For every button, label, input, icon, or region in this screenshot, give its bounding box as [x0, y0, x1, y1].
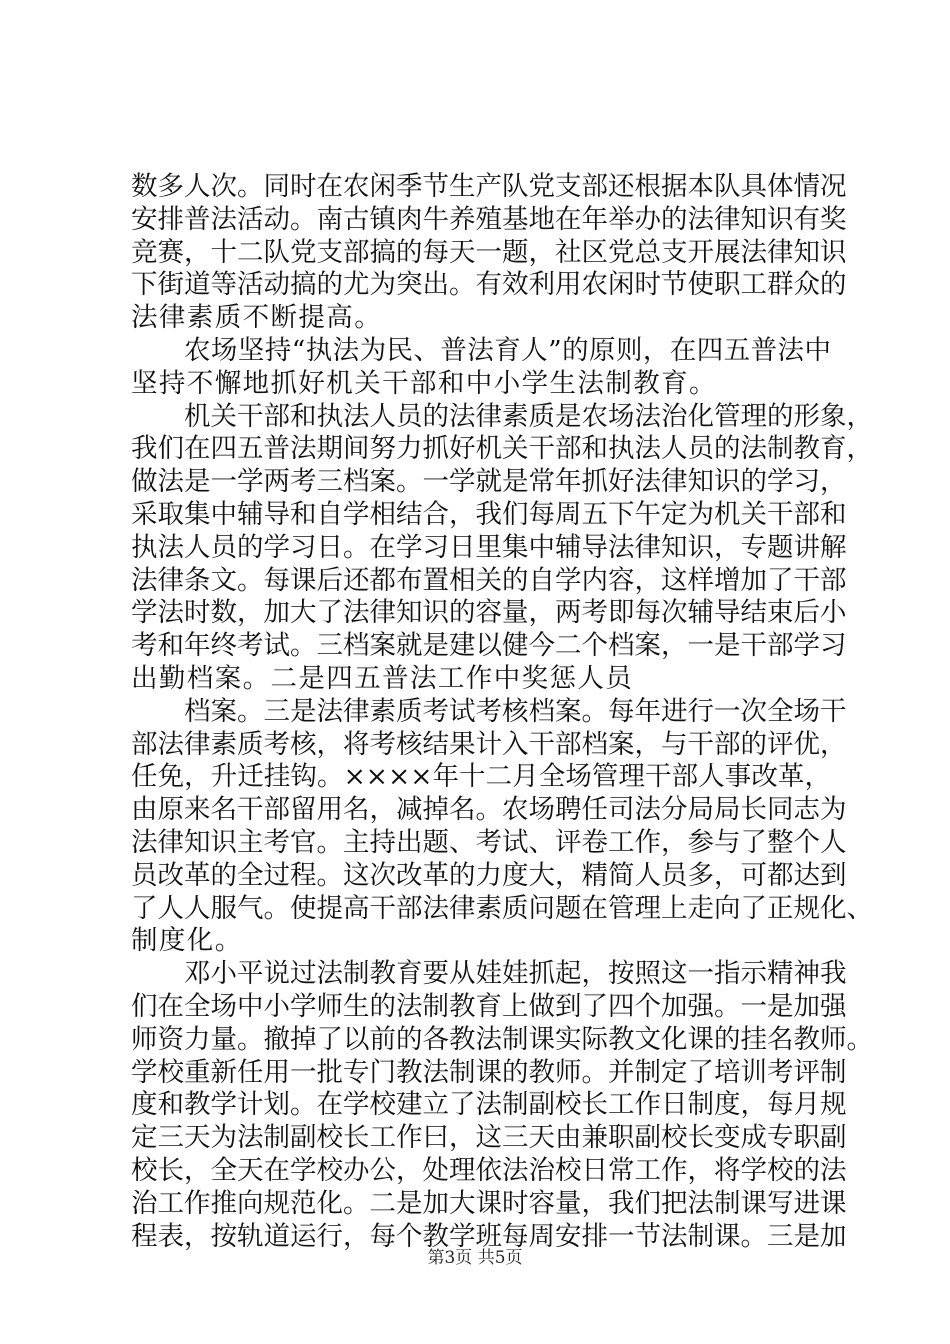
text-line: 出勤档案。二是四五普法工作中奖惩人员 — [131, 662, 634, 694]
text-line: 由原来名干部留用名，减掉名。农场聘任司法分局局长同志为 — [131, 794, 847, 826]
text-line: 坚持不懈地抓好机关干部和中小学生法制教育。 — [131, 367, 717, 399]
text-line: 邓小平说过法制教育要从娃娃抓起，按照这一指示精神我 — [184, 958, 847, 990]
text-line: 师资力量。撤掉了以前的各教法制课实际教文化课的挂名教师。 — [131, 1023, 873, 1055]
text-line: 档案。三是法律素质考试考核档案。每年进行一次全场干 — [184, 695, 847, 727]
text-line: 采取集中辅导和自学相结合，我们每周五下午定为机关干部和 — [131, 498, 847, 530]
text-line: 法律素质不断提高。 — [131, 302, 383, 334]
page-footer: 第3页 共5页 — [427, 1248, 523, 1268]
text-line: 数多人次。同时在农闲季节生产队党支部还根据本队具体情况 — [131, 171, 847, 202]
text-line: 农场坚持“执法为民、普法育人”的原则，在四五普法中 — [184, 334, 831, 366]
text-line: 安排普法活动。南古镇肉牛养殖基地在年举办的法律知识有奖 — [131, 203, 847, 235]
text-line: 考和年终考试。三档案就是建以健今二个档案，一是干部学习 — [131, 630, 847, 662]
text-line: 员改革的全过程。这次改革的力度大，精简人员多，可都达到 — [131, 859, 847, 891]
text-line: 任免，升迁挂钩。××××年十二月全场管理干部人事改革， — [131, 761, 831, 793]
text-line: 我们在四五普法期间努力抓好机关干部和执法人员的法制教育， — [131, 433, 873, 465]
text-line: 下街道等活动搞的尤为突出。有效利用农闲时节使职工群众的 — [131, 269, 847, 301]
text-line: 法律条文。每课后还都布置相关的自学内容，这样增加了干部 — [131, 564, 847, 596]
text-line: 程表，按轨道运行，每个教学班每周安排一节法制课。三是加 — [131, 1220, 847, 1252]
text-line: 部法律素质考核，将考核结果计入干部档案，与干部的评优， — [131, 728, 847, 760]
text-line: 竞赛，十二队党支部搞的每天一题，社区党总支开展法律知识 — [131, 236, 847, 268]
text-line: 定三天为法制副校长工作曰，这三天由兼职副校长变成专职副 — [131, 1122, 847, 1154]
text-line: 学校重新任用一批专门教法制课的教师。并制定了培训考评制 — [131, 1056, 847, 1088]
text-line: 学法时数，加大了法律知识的容量，两考即每次辅导结束后小 — [131, 597, 847, 629]
text-line: 执法人员的学习日。在学习日里集中辅导法律知识，专题讲解 — [131, 531, 847, 563]
text-line: 治工作推向规范化。二是加大课时容量，我们把法制课写进课 — [131, 1187, 847, 1219]
text-line: 们在全场中小学师生的法制教育上做到了四个加强。一是加强 — [131, 990, 847, 1022]
text-line: 做法是一学两考三档案。一学就是常年抓好法律知识的学习， — [131, 466, 847, 498]
text-line: 度和教学计划。在学校建立了法制副校长工作日制度，每月规 — [131, 1089, 847, 1121]
text-line: 机关干部和执法人员的法律素质是农场法治化管理的形象， — [184, 400, 873, 432]
text-line: 了人人服气。使提高干部法律素质问题在管理上走向了正规化、 — [131, 892, 873, 924]
text-line: 校长，全天在学校办公，处理依法治校日常工作，将学校的法 — [131, 1154, 847, 1186]
text-line: 法律知识主考官。主持出题、考试、评卷工作，参与了整个人 — [131, 826, 847, 858]
text-line: 制度化。 — [131, 925, 243, 957]
document-body — [131, 171, 873, 1253]
